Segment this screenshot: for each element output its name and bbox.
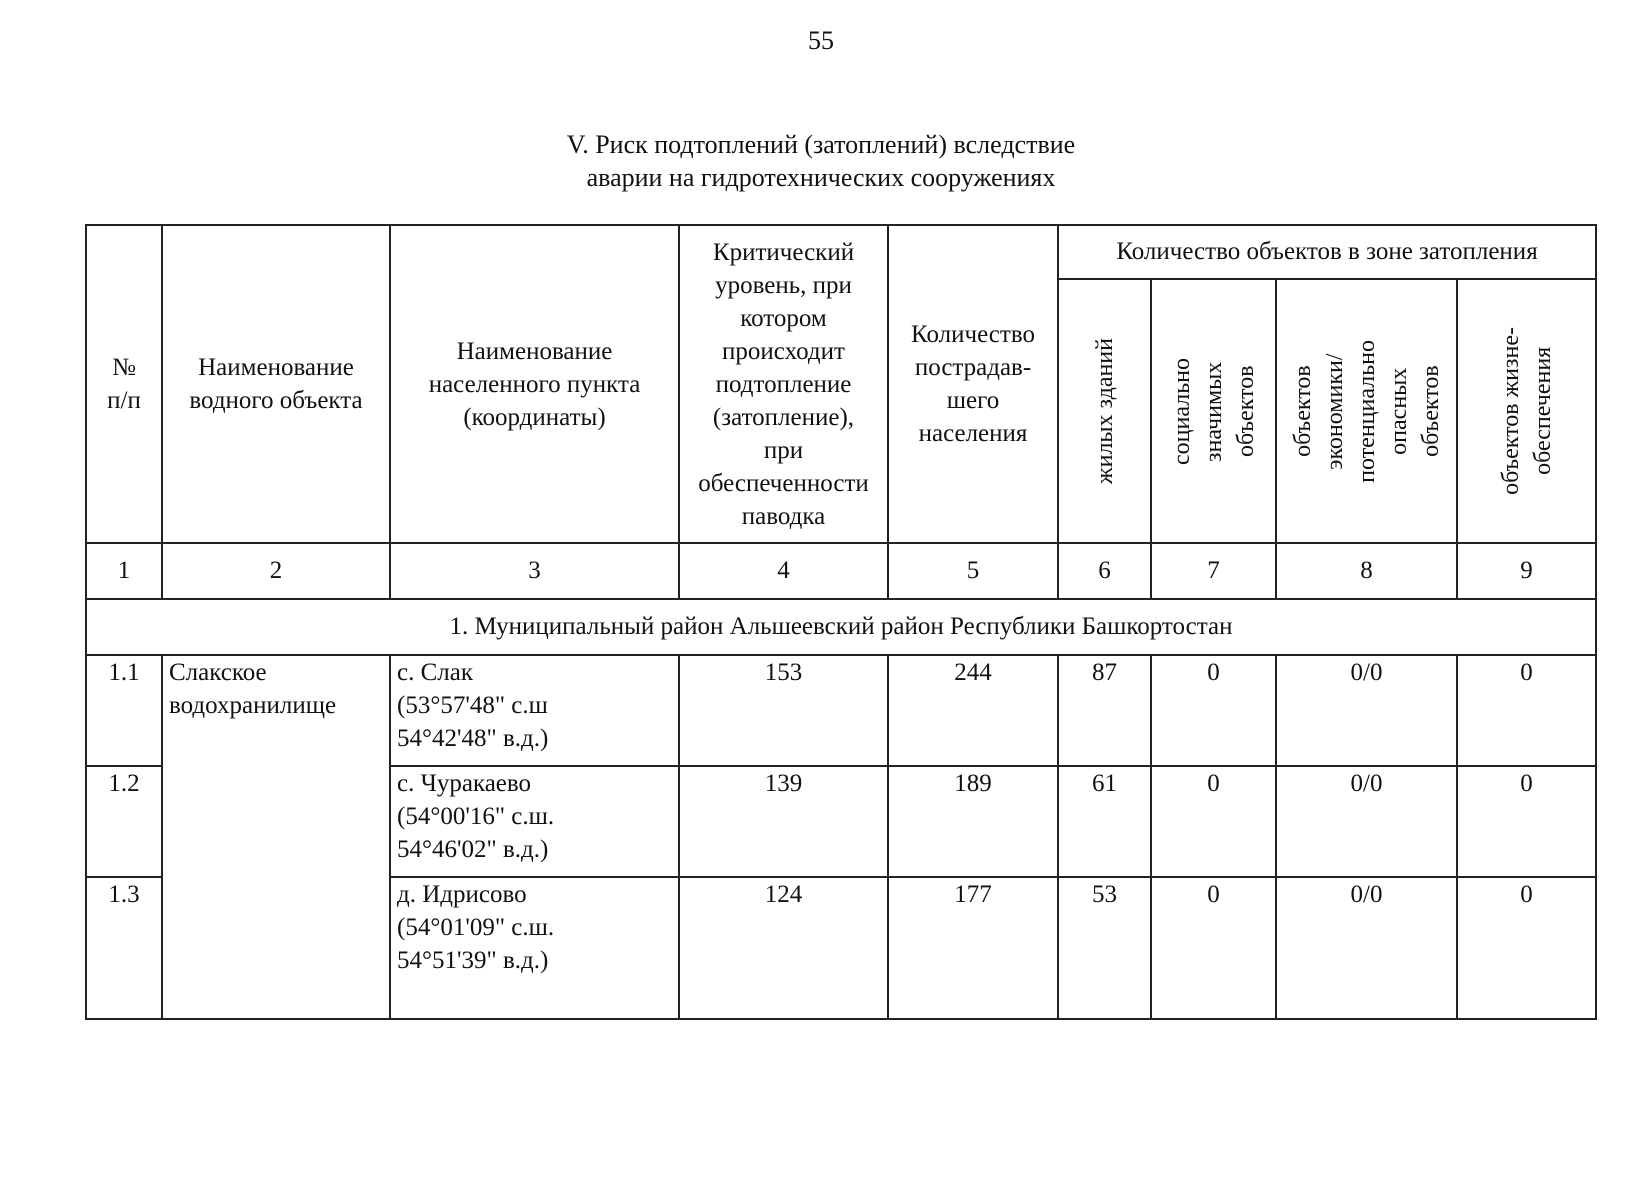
column-number: 2 (162, 543, 390, 599)
social-cell: 0 (1151, 766, 1276, 877)
page-number: 55 (808, 26, 834, 55)
header-settlement: Наименование населенного пункта (координаты) (390, 225, 679, 543)
critical-level-cell: 124 (679, 877, 888, 1019)
column-number: 5 (888, 543, 1058, 599)
row-num: 1.3 (86, 877, 162, 1019)
residential-cell: 61 (1058, 766, 1151, 877)
header-objects-group: Количество объектов в зоне затопления (1058, 225, 1596, 279)
column-number: 4 (679, 543, 888, 599)
header-economic-text: объектов экономики/ потенциально опасных объектов (1289, 339, 1444, 483)
column-number: 9 (1457, 543, 1596, 599)
risk-table (85, 224, 1597, 1020)
social-cell: 0 (1151, 655, 1276, 766)
water-object-name: Слакское водохранилище (162, 655, 390, 1019)
population-cell: 244 (888, 655, 1058, 766)
economic-cell: 0/0 (1276, 655, 1457, 766)
column-number: 1 (86, 543, 162, 599)
section-title-line-1: V. Риск подтоплений (затоплений) вследствие (566, 130, 1076, 159)
life-support-cell: 0 (1457, 655, 1596, 766)
settlement-cell: с. Чуракаево (54°00'16" с.ш. 54°46'02" в.д.) (390, 766, 679, 877)
critical-level-cell: 153 (679, 655, 888, 766)
population-cell: 189 (888, 766, 1058, 877)
header-life-support (1457, 279, 1596, 543)
economic-cell: 0/0 (1276, 877, 1457, 1019)
header-economic (1276, 279, 1457, 543)
life-support-cell: 0 (1457, 877, 1596, 1019)
column-number-row (86, 543, 1596, 599)
social-cell: 0 (1151, 877, 1276, 1019)
settlement-cell: с. Слак (53°57'48" с.ш 54°42'48" в.д.) (390, 655, 679, 766)
critical-level-cell: 139 (679, 766, 888, 877)
header-critical-level: Критический уровень, при котором происходит подтопление (затопление), при обеспеченности паводка (679, 225, 888, 543)
header-row-1 (86, 225, 1596, 279)
row-num: 1.2 (86, 766, 162, 877)
header-affected-population: Количество пострадав- шего населения (888, 225, 1058, 543)
economic-cell: 0/0 (1276, 766, 1457, 877)
section-title (0, 128, 1642, 194)
residential-cell: 53 (1058, 877, 1151, 1019)
header-residential (1058, 279, 1151, 543)
column-number: 7 (1151, 543, 1276, 599)
settlement-cell: д. Идрисово (54°01'09" с.ш. 54°51'39" в.д.) (390, 877, 679, 1019)
column-number: 8 (1276, 543, 1457, 599)
region-title: 1. Муниципальный район Альшеевский район Республики Башкортостан (86, 599, 1596, 655)
column-number: 6 (1058, 543, 1151, 599)
section-title-line-2: аварии на гидротехнических сооружениях (586, 163, 1056, 192)
column-number: 3 (390, 543, 679, 599)
header-num: № п/п (86, 225, 162, 543)
header-water-object: Наименование водного объекта (162, 225, 390, 543)
row-num: 1.1 (86, 655, 162, 766)
region-row (86, 599, 1596, 655)
table-row (86, 655, 1596, 766)
population-cell: 177 (888, 877, 1058, 1019)
residential-cell: 87 (1058, 655, 1151, 766)
header-social-text: социально значимых объектов (1168, 357, 1259, 465)
header-social (1151, 279, 1276, 543)
life-support-cell: 0 (1457, 766, 1596, 877)
header-residential-text: жилых зданий (1091, 338, 1118, 484)
header-life-support-text: объектов жизне- обеспечения (1497, 327, 1556, 495)
